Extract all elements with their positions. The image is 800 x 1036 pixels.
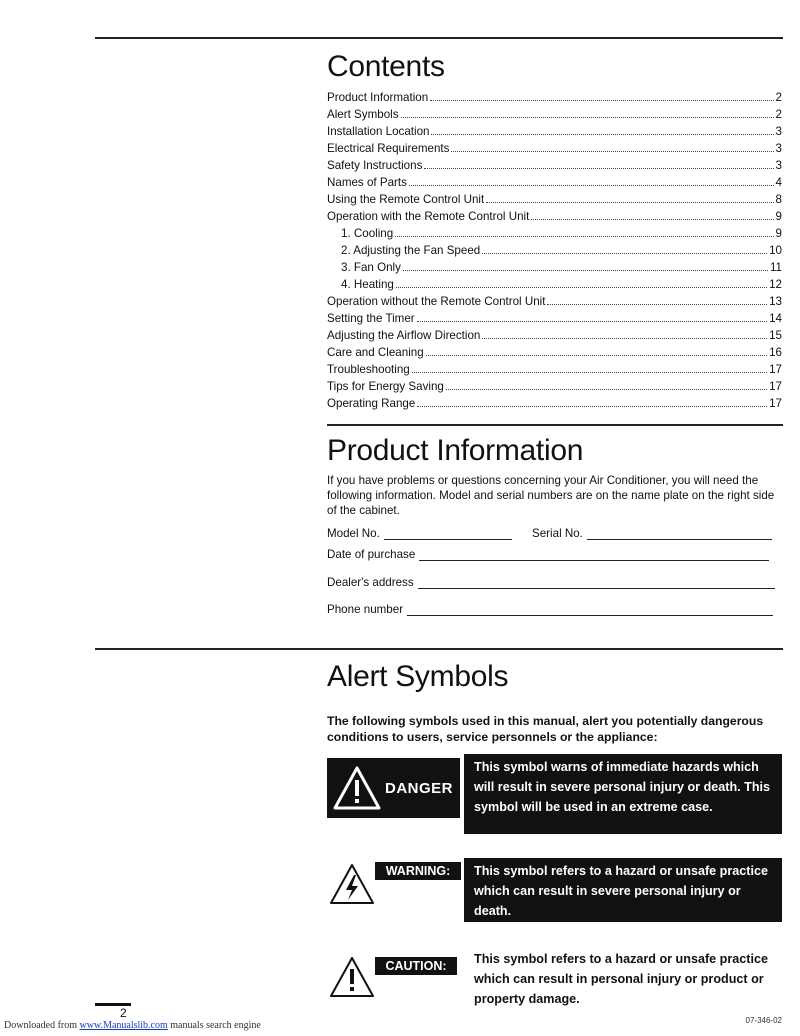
toc-label: 4. Heating (341, 278, 394, 291)
toc-leader (431, 134, 773, 135)
danger-label: DANGER (385, 779, 454, 797)
toc-leader (417, 406, 767, 407)
toc-item[interactable] (327, 191, 782, 208)
toc-item[interactable] (327, 106, 782, 123)
warning-triangle-icon (332, 765, 382, 811)
toc-page: 3 (775, 125, 782, 138)
toc-label: Names of Parts (327, 176, 407, 189)
toc-subitem[interactable] (327, 259, 782, 276)
toc-label: Troubleshooting (327, 363, 410, 376)
alert-symbols-title: Alert Symbols (327, 660, 509, 693)
dealer-input-line[interactable] (418, 587, 775, 589)
contents-title: Contents (327, 50, 445, 83)
toc-item[interactable] (327, 310, 782, 327)
toc-leader (482, 338, 767, 339)
warning-text: This symbol refers to a hazard or unsafe practice which can result in severe personal injury or death. (464, 858, 782, 922)
toc-label: Alert Symbols (327, 108, 399, 121)
toc-leader (403, 270, 768, 271)
toc-label: Electrical Requirements (327, 142, 450, 155)
doc-code: 07-346-02 (745, 1016, 782, 1025)
toc-page: 2 (775, 91, 782, 104)
toc-leader (412, 372, 767, 373)
warning-badge (375, 862, 461, 880)
toc-label: Installation Location (327, 125, 430, 138)
download-prefix: Downloaded from (4, 1020, 78, 1031)
toc-label: Using the Remote Control Unit (327, 193, 485, 206)
model-label: Model No. (327, 527, 380, 540)
toc-label: 2. Adjusting the Fan Speed (341, 244, 481, 257)
toc-page: 8 (775, 193, 782, 206)
dealer-label: Dealer's address (327, 576, 414, 589)
caution-label: CAUTION: (385, 959, 447, 973)
toc-item[interactable] (327, 89, 782, 106)
toc-leader (547, 304, 767, 305)
download-notice (4, 1020, 261, 1031)
date-field (327, 543, 784, 561)
toc-label: Tips for Energy Saving (327, 380, 444, 393)
warning-label: WARNING: (385, 864, 451, 878)
caution-text: This symbol refers to a hazard or unsafe practice which can result in personal injury or product or property damage. (474, 952, 768, 1006)
toc-item[interactable] (327, 208, 782, 225)
danger-text: This symbol warns of immediate hazards which will result in severe personal injury or death. This symbol will be used in an extreme case. (464, 754, 782, 834)
toc-page: 10 (769, 244, 782, 257)
model-input-line[interactable] (384, 538, 512, 540)
toc-label: Operating Range (327, 397, 416, 410)
electric-shock-icon (329, 863, 375, 905)
toc-leader (424, 168, 773, 169)
table-of-contents (327, 89, 782, 412)
phone-field (327, 598, 784, 616)
download-suffix: manuals search engine (170, 1020, 261, 1031)
toc-item[interactable] (327, 327, 782, 344)
toc-page: 13 (769, 295, 782, 308)
section-rule (95, 648, 783, 650)
toc-page: 2 (775, 108, 782, 121)
page-number: 2 (120, 1006, 127, 1020)
toc-page: 11 (769, 261, 782, 274)
toc-leader (395, 236, 773, 237)
toc-item[interactable] (327, 157, 782, 174)
toc-label: Product Information (327, 91, 429, 104)
serial-field (532, 522, 784, 540)
toc-item[interactable] (327, 123, 782, 140)
toc-page: 3 (775, 142, 782, 155)
toc-leader (417, 321, 767, 322)
toc-leader (430, 100, 773, 101)
danger-badge (327, 758, 460, 818)
product-info-title: Product Information (327, 434, 584, 467)
toc-leader (482, 253, 767, 254)
dealer-field (327, 571, 784, 589)
toc-page: 9 (775, 227, 782, 240)
toc-leader (396, 287, 767, 288)
toc-item[interactable] (327, 361, 782, 378)
caution-badge (375, 957, 457, 975)
toc-page: 3 (775, 159, 782, 172)
phone-label: Phone number (327, 603, 404, 616)
toc-label: 1. Cooling (341, 227, 394, 240)
toc-label: 3. Fan Only (341, 261, 401, 274)
toc-page: 15 (769, 329, 782, 342)
toc-leader (446, 389, 767, 390)
toc-page: 9 (775, 210, 782, 223)
serial-input-line[interactable] (587, 538, 772, 540)
toc-label: Setting the Timer (327, 312, 415, 325)
toc-label: Operation with the Remote Control Unit (327, 210, 530, 223)
top-rule (95, 37, 783, 39)
phone-input-line[interactable] (407, 614, 773, 616)
product-info-paragraph: If you have problems or questions concerning your Air Conditioner, you will need the following information. Model and serial numbers are on the name plate on the right side of the cabinet. (327, 474, 775, 517)
toc-item[interactable] (327, 140, 782, 157)
manualslib-link[interactable]: www.Manualslib.com (79, 1020, 168, 1031)
alert-intro: The following symbols used in this manual, alert you potentially dangerous conditions to users, service personnels or the appliance: (327, 714, 764, 744)
toc-page: 16 (769, 346, 782, 359)
date-input-line[interactable] (419, 559, 769, 561)
toc-page: 4 (775, 176, 782, 189)
toc-item[interactable] (327, 378, 782, 395)
toc-leader (486, 202, 773, 203)
toc-leader (401, 117, 774, 118)
date-label: Date of purchase (327, 548, 416, 561)
section-rule (327, 424, 783, 426)
toc-label: Operation without the Remote Control Unit (327, 295, 546, 308)
toc-leader (531, 219, 773, 220)
caution-triangle-icon (329, 956, 375, 998)
toc-page: 17 (769, 363, 782, 376)
toc-label: Adjusting the Airflow Direction (327, 329, 481, 342)
toc-label: Care and Cleaning (327, 346, 424, 359)
toc-leader (451, 151, 773, 152)
toc-page: 12 (769, 278, 782, 291)
toc-page: 17 (769, 380, 782, 393)
toc-label: Safety Instructions (327, 159, 423, 172)
toc-page: 14 (769, 312, 782, 325)
toc-subitem[interactable] (327, 242, 782, 259)
model-field (327, 522, 537, 540)
toc-item[interactable] (327, 174, 782, 191)
toc-leader (426, 355, 767, 356)
toc-item[interactable] (327, 293, 782, 310)
toc-page: 17 (769, 397, 782, 410)
toc-subitem[interactable] (327, 225, 782, 242)
toc-leader (409, 185, 774, 186)
toc-item[interactable] (327, 344, 782, 361)
serial-label: Serial No. (532, 527, 583, 540)
toc-subitem[interactable] (327, 276, 782, 293)
toc-item[interactable] (327, 395, 782, 412)
